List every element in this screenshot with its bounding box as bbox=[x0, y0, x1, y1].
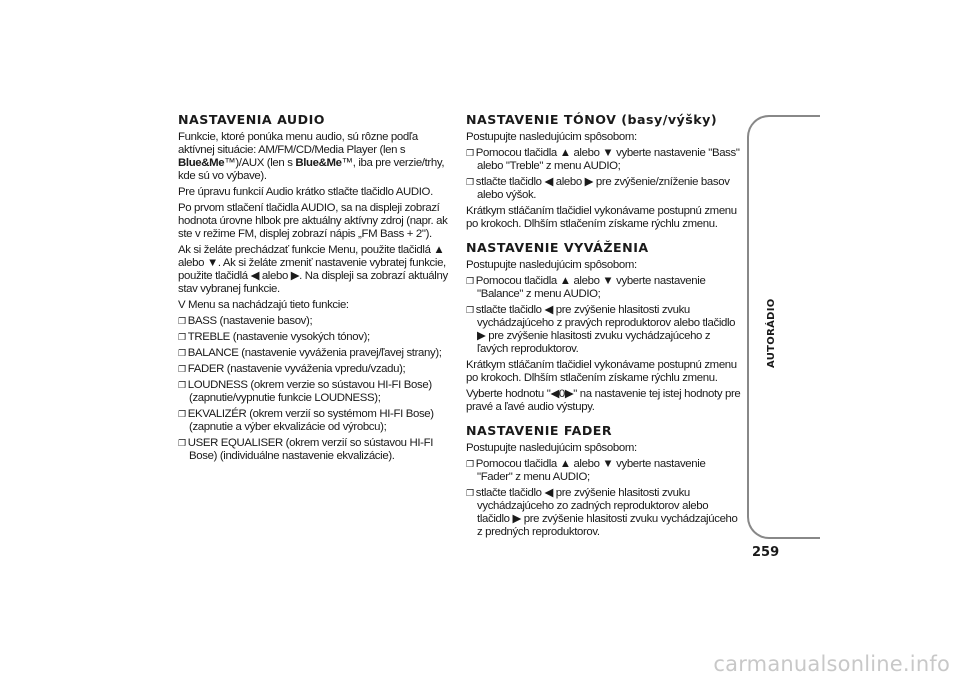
arrow-up-icon: ▲ bbox=[559, 458, 571, 470]
paragraph-menu-functions: V Menu sa nachádzajú tieto funkcie: bbox=[178, 299, 349, 311]
arrow-up-icon: ▲ bbox=[559, 147, 571, 159]
arrow-right-icon: ▶ bbox=[512, 513, 521, 525]
list-item: ❐ EKVALIZÉR (okrem verzií so systémom HI-FI Bose) (zapnutie a výber ekvalizácie od výrobcu); bbox=[178, 408, 434, 433]
chapter-label: AUTORÁDIO bbox=[766, 298, 777, 368]
arrow-left-icon: ◀ bbox=[544, 176, 553, 188]
list-item: ❐ Pomocou tlačidla ▲ alebo ▼ vyberte nastavenie "Balance" z menu AUDIO; bbox=[466, 275, 706, 300]
paragraph-step-change: Krátkym stláčaním tlačidiel vykonávame postupnú zmenu po krokoch. Dlhším stlačením získame rýchlu zmenu. bbox=[466, 205, 737, 230]
arrow-right-icon: ▶ bbox=[290, 270, 300, 282]
list-item: ❐ Pomocou tlačidla ▲ alebo ▼ vyberte nastavenie "Bass" alebo "Treble" z menu AUDIO; bbox=[466, 147, 740, 172]
paragraph-intro: Postupujte nasledujúcim spôsobom: bbox=[466, 131, 637, 143]
arrow-left-icon: ◀ bbox=[250, 270, 259, 282]
list-item: ❐ stlačte tlačidlo ◀ alebo ▶ pre zvýšenie/zníženie basov alebo výšok. bbox=[466, 176, 730, 201]
arrow-down-icon: ▼ bbox=[602, 275, 614, 287]
paragraph-intro: Postupujte nasledujúcim spôsobom: bbox=[466, 259, 637, 271]
arrow-right-icon: ▶ bbox=[584, 176, 594, 188]
list-item: ❐ TREBLE (nastavenie vysokých tónov); bbox=[178, 331, 370, 343]
page-number: 259 bbox=[752, 545, 780, 560]
arrow-right-icon: ▶ bbox=[564, 388, 574, 400]
checkbox-bullet-icon: ❐ bbox=[178, 364, 186, 374]
arrow-left-icon: ◀ bbox=[544, 304, 553, 316]
list-item: ❐ stlačte tlačidlo ◀ pre zvýšenie hlasitosti zvuku vychádzajúceho z pravých reproduktorov alebo tlačidlo ▶ pre zvýšenie hlasitosti zvuku vychádzajúceho z ľavých reproduktorov. bbox=[466, 304, 736, 355]
arrow-down-icon: ▼ bbox=[602, 458, 614, 470]
list-item: ❐ BALANCE (nastavenie vyváženia pravej/ľavej strany); bbox=[178, 347, 442, 359]
arrow-down-icon: ▼ bbox=[602, 147, 614, 159]
checkbox-bullet-icon: ❐ bbox=[178, 316, 186, 326]
checkbox-bullet-icon: ❐ bbox=[178, 348, 186, 358]
checkbox-bullet-icon: ❐ bbox=[178, 380, 186, 390]
list-item: ❐ LOUDNESS (okrem verzie so sústavou HI-FI Bose) (zapnutie/vypnutie funkcie LOUDNESS); bbox=[178, 379, 432, 404]
checkbox-bullet-icon: ❐ bbox=[466, 459, 474, 469]
paragraph-audio-sources: Funkcie, ktoré ponúka menu audio, sú rôzne podľa aktívnej situácie: AM/FM/CD/Media Player (len s Blue&Me™)/AUX (len s Blue&Me™, iba pre verzie/trhy, kde sú vo výbave). bbox=[178, 131, 445, 182]
paragraph-first-press: Po prvom stlačení tlačidla AUDIO, sa na displeji zobrazí hodnota úrovne hlbok pre aktuálny aktívny zdroj (napr. ak ste v režime FM, displej zobrazí nápis „FM Bass + 2"). bbox=[178, 202, 448, 240]
checkbox-bullet-icon: ❐ bbox=[178, 409, 186, 419]
checkbox-bullet-icon: ❐ bbox=[466, 276, 474, 286]
paragraph-audio-button: Pre úpravu funkcií Audio krátko stlačte tlačidlo AUDIO. bbox=[178, 186, 433, 198]
arrow-down-icon: ▼ bbox=[206, 257, 218, 269]
left-column bbox=[178, 112, 450, 466]
arrow-left-icon: ◀ bbox=[550, 388, 559, 400]
paragraph-intro: Postupujte nasledujúcim spôsobom: bbox=[466, 442, 637, 454]
paragraph-balance-zero: Vyberte hodnotu "◀0▶" na nastavenie tej istej hodnoty pre pravé a ľavé audio výstupy. bbox=[466, 388, 741, 413]
checkbox-bullet-icon: ❐ bbox=[466, 177, 474, 187]
chapter-tab bbox=[747, 115, 820, 539]
heading-balance-settings: NASTAVENIE VYVÁŽENIA bbox=[466, 240, 649, 255]
right-column bbox=[466, 112, 742, 542]
arrow-left-icon: ◀ bbox=[544, 487, 553, 499]
checkbox-bullet-icon: ❐ bbox=[466, 488, 474, 498]
watermark: carmanualsonline.info bbox=[713, 652, 950, 676]
arrow-up-icon: ▲ bbox=[559, 275, 571, 287]
arrow-up-icon: ▲ bbox=[433, 244, 445, 256]
checkbox-bullet-icon: ❐ bbox=[466, 305, 474, 315]
list-item: ❐ Pomocou tlačidla ▲ alebo ▼ vyberte nastavenie "Fader" z menu AUDIO; bbox=[466, 458, 706, 483]
arrow-right-icon: ▶ bbox=[477, 330, 486, 342]
checkbox-bullet-icon: ❐ bbox=[178, 438, 186, 448]
list-item: ❐ stlačte tlačidlo ◀ pre zvýšenie hlasitosti zvuku vychádzajúceho zo zadných reproduktorov alebo tlačidlo ▶ pre zvýšenie hlasitosti zvuku vychádzajúceho z predných reproduktorov. bbox=[466, 487, 738, 538]
list-item: ❐ FADER (nastavenie vyváženia vpredu/vzadu); bbox=[178, 363, 406, 375]
checkbox-bullet-icon: ❐ bbox=[178, 332, 186, 342]
heading-tone-settings: NASTAVENIE TÓNOV (basy/výšky) bbox=[466, 112, 718, 127]
paragraph-step-change: Krátkym stláčaním tlačidiel vykonávame postupnú zmenu po krokoch. Dlhším stlačením získame rýchlu zmenu. bbox=[466, 359, 737, 384]
heading-fader-settings: NASTAVENIE FADER bbox=[466, 423, 613, 438]
list-item: ❐ BASS (nastavenie basov); bbox=[178, 315, 313, 327]
checkbox-bullet-icon: ❐ bbox=[466, 148, 474, 158]
paragraph-menu-navigation: Ak si želáte prechádzať funkcie Menu, použite tlačidlá ▲ alebo ▼. Ak si želáte zmeniť nastavenie vybratej funkcie, použite tlačidlá ◀ alebo ▶. Na displeji sa zobrazí aktuálny stav vybranej funkcie. bbox=[178, 244, 448, 295]
list-item: ❐ USER EQUALISER (okrem verzií so sústavou HI-FI Bose) (individuálne nastavenie ekvalizácie). bbox=[178, 437, 434, 462]
heading-audio-settings: NASTAVENIA AUDIO bbox=[178, 112, 325, 127]
